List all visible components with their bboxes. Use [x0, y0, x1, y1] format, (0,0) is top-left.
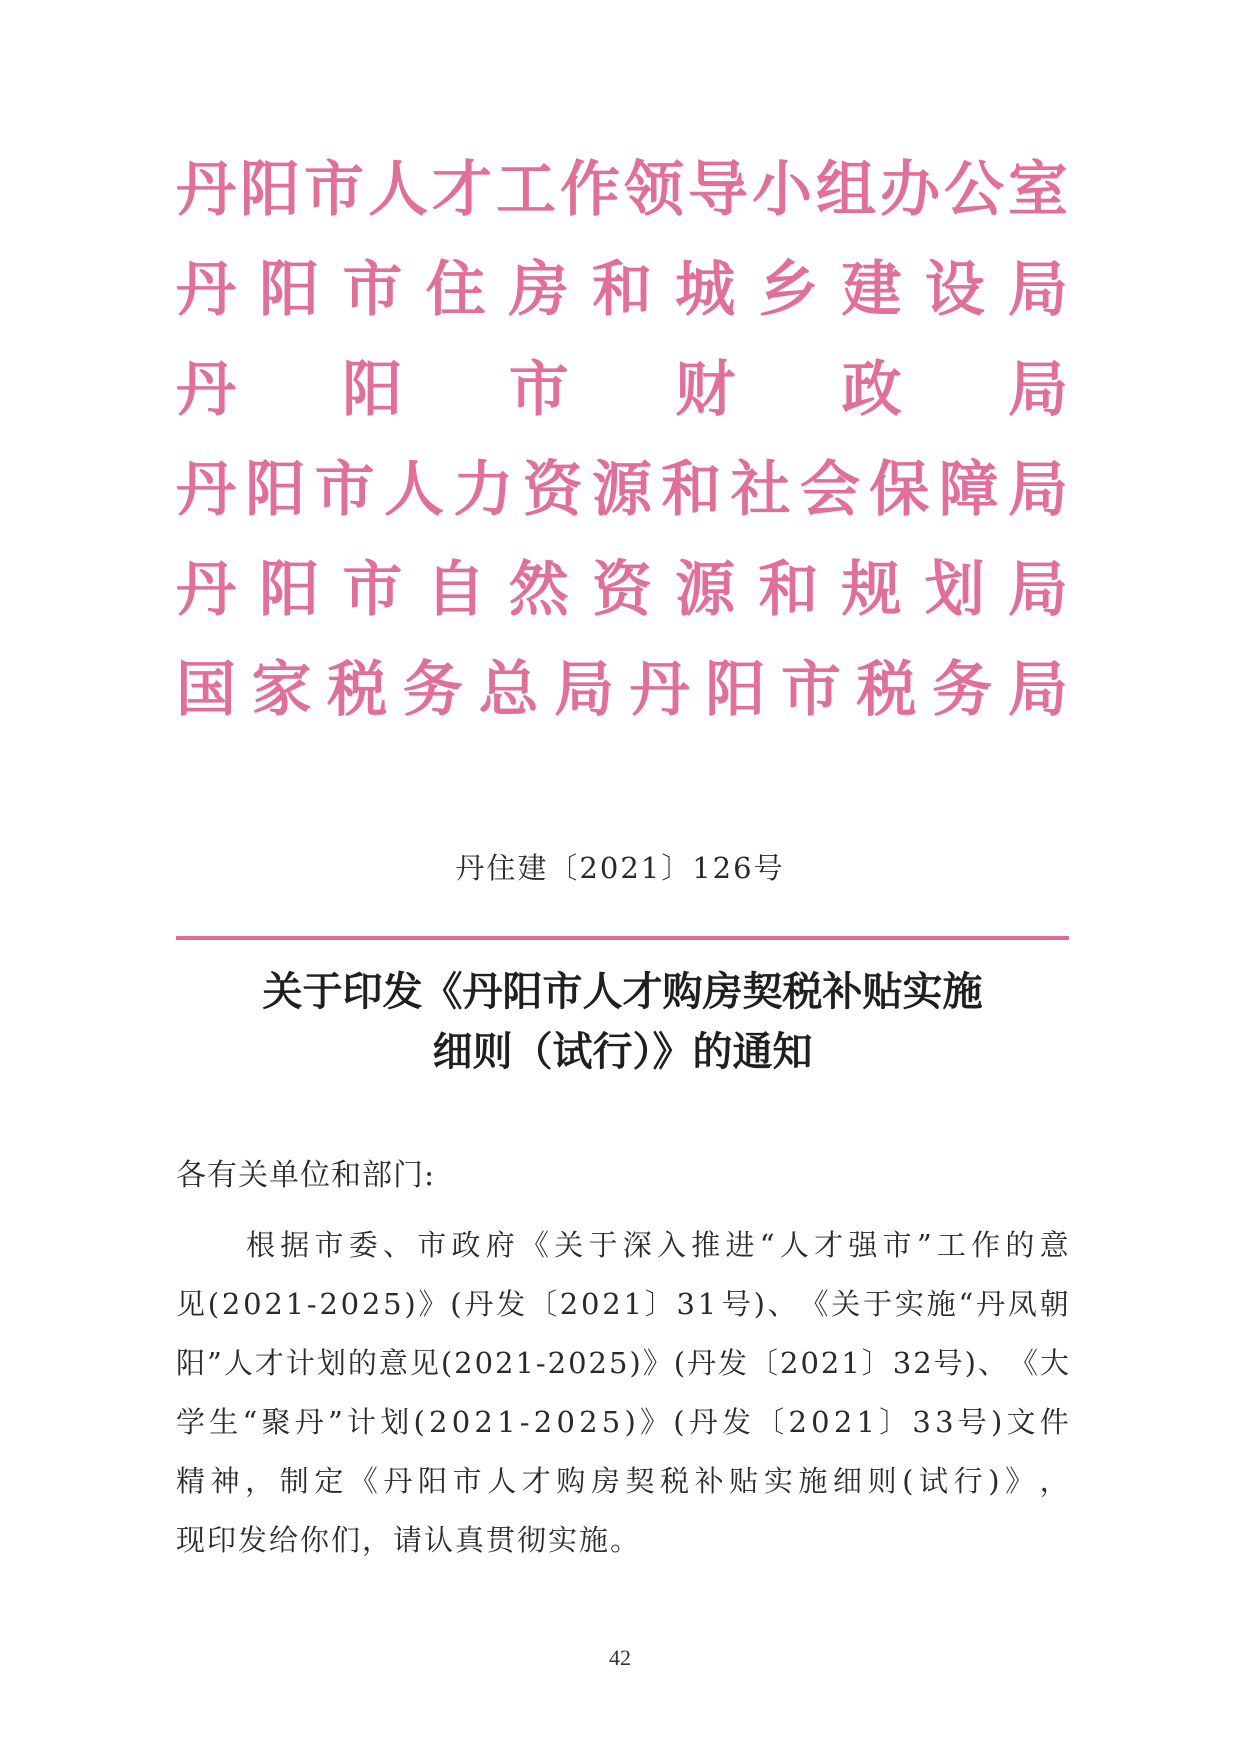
body-char: 意	[378, 1346, 408, 1380]
org-char: 阳	[259, 255, 320, 325]
body-char: 的	[1005, 1228, 1035, 1262]
body-char: 1	[285, 1287, 305, 1321]
title-line-1: 关于印发《丹阳市人才购房契税补贴实施	[262, 969, 983, 1015]
org-char: 市	[342, 255, 403, 325]
body-char: )	[988, 1464, 1000, 1498]
body-char: 2	[602, 1287, 621, 1321]
body-char: 0	[581, 1287, 600, 1321]
body-char: 制	[279, 1464, 309, 1498]
org-char: 税	[327, 655, 388, 725]
body-char: 2	[588, 1346, 607, 1380]
body-char: 试	[919, 1464, 949, 1498]
body-char: 入	[657, 1228, 687, 1262]
org-line	[176, 540, 1068, 640]
body-char: 学	[176, 1405, 206, 1439]
body-char: ”	[327, 1405, 343, 1439]
body-char: 2	[559, 1287, 579, 1321]
body-line: 现印发给你们，请认真贯彻实施。	[176, 1523, 642, 1557]
org-char: 人	[368, 155, 428, 225]
body-char: 3	[676, 1287, 695, 1321]
body-char: 3	[892, 1346, 912, 1380]
body-char: 实	[763, 1464, 793, 1498]
body-char: 2	[429, 1405, 448, 1439]
org-char: 总	[478, 655, 539, 725]
body-char: 2	[533, 1405, 553, 1439]
body-char: 人	[779, 1228, 809, 1262]
body-char: 发	[722, 1405, 752, 1439]
body-line	[176, 1334, 1069, 1393]
body-char: 丹	[294, 1405, 324, 1439]
body-char: 细	[832, 1464, 862, 1498]
org-char: 务	[402, 655, 463, 725]
body-char: 丹	[383, 1464, 413, 1498]
org-char: 阳	[240, 155, 300, 225]
body-char: 5	[601, 1405, 621, 1439]
body-char: )	[964, 1346, 976, 1380]
body-char: )	[990, 1405, 1003, 1439]
body-char: 丹	[687, 1346, 717, 1380]
body-char: 文	[1006, 1405, 1036, 1439]
org-char: 局	[554, 655, 615, 725]
document-number: 丹住建〔2021〕126号	[455, 851, 785, 885]
org-char: 局	[1007, 355, 1068, 425]
org-char: 阳	[342, 355, 403, 425]
body-char: 市	[452, 1464, 482, 1498]
page-number: 42	[609, 1645, 631, 1670]
body-char: 〔	[749, 1346, 779, 1380]
org-char: 丹	[176, 155, 236, 225]
body-char: 行	[953, 1464, 983, 1498]
body-char: 丹	[464, 1287, 494, 1321]
body-char: 》	[642, 1346, 672, 1380]
body-char: 强	[848, 1228, 878, 1262]
document-title	[176, 962, 1069, 1082]
body-char: (	[413, 1405, 425, 1439]
body-char: 2	[474, 1405, 493, 1439]
body-char: 阳	[176, 1346, 206, 1380]
body-char: 据	[280, 1228, 310, 1262]
body-char: 、	[977, 1346, 1007, 1380]
body-char: 实	[894, 1287, 924, 1321]
org-char: 市	[508, 355, 569, 425]
body-char: 0	[243, 1287, 262, 1321]
body-char: 划	[380, 1405, 410, 1439]
body-char: ”	[207, 1346, 222, 1380]
body-char: 作	[971, 1228, 1001, 1262]
body-char: 才	[814, 1228, 844, 1262]
body-char: 2	[319, 1287, 338, 1321]
org-line	[176, 240, 1068, 340]
body-char: 0	[340, 1287, 360, 1321]
body-char: (	[207, 1287, 220, 1321]
body-char: 0	[474, 1346, 494, 1380]
org-char: 设	[924, 255, 985, 325]
body-char: 根	[246, 1228, 276, 1262]
body-char: 意	[1039, 1228, 1069, 1262]
title-line-2: 细则（试行）》的通知	[432, 1029, 813, 1075]
body-char: 2	[547, 1346, 567, 1380]
org-char: 务	[932, 655, 993, 725]
org-line	[176, 640, 1068, 740]
body-char: 划	[316, 1346, 346, 1380]
body-char: ”	[916, 1228, 932, 1262]
org-char: 划	[924, 555, 985, 625]
body-char: 施	[926, 1287, 956, 1321]
org-char: 丹	[176, 255, 236, 325]
body-char: 工	[936, 1228, 966, 1262]
body-char: 市	[882, 1228, 912, 1262]
org-char: 乡	[758, 255, 819, 325]
body-paragraph	[176, 1216, 1069, 1570]
org-char: 作	[560, 155, 620, 225]
body-char: 进	[725, 1228, 755, 1262]
org-char: 丹	[176, 555, 236, 625]
body-char: 2	[788, 1405, 807, 1439]
org-char: 资	[522, 455, 583, 525]
body-char: “	[958, 1287, 974, 1321]
org-char: 丹	[629, 655, 690, 725]
body-char: 2	[495, 1346, 514, 1380]
org-char: 税	[856, 655, 917, 725]
body-char: (	[673, 1346, 686, 1380]
org-char: 保	[869, 455, 930, 525]
body-char: 《	[799, 1287, 829, 1321]
org-char: 公	[944, 155, 1004, 225]
body-char: 2	[361, 1287, 381, 1321]
body-char: 0	[556, 1405, 575, 1439]
body-char: 的	[347, 1346, 377, 1380]
red-divider	[176, 936, 1069, 940]
body-char: 朝	[1039, 1287, 1069, 1321]
org-char: 局	[1007, 555, 1068, 625]
body-char: ，	[245, 1464, 275, 1498]
org-char: 然	[508, 555, 569, 625]
body-char: 丹	[976, 1287, 1006, 1321]
body-char: 施	[798, 1464, 828, 1498]
body-char: 神	[210, 1464, 240, 1498]
body-char: 发	[718, 1346, 748, 1380]
body-char: 聚	[261, 1405, 291, 1439]
body-char: 市	[417, 1228, 447, 1262]
body-char: 2	[780, 1346, 799, 1380]
body-char: 发	[496, 1287, 526, 1321]
body-char: 号	[933, 1346, 963, 1380]
body-char: )	[629, 1346, 641, 1380]
org-char: 城	[675, 255, 736, 325]
body-char: 精	[176, 1464, 206, 1498]
body-char: 2	[913, 1346, 932, 1380]
body-char: 号	[957, 1405, 987, 1439]
org-char: 局	[1007, 655, 1068, 725]
org-char: 阳	[259, 555, 320, 625]
org-line	[176, 340, 1068, 440]
body-char: 》	[640, 1405, 670, 1439]
body-char: 生	[209, 1405, 239, 1439]
org-char: 导	[688, 155, 748, 225]
body-char: (	[673, 1405, 685, 1439]
body-char: 1	[841, 1346, 860, 1380]
org-char: 国	[176, 655, 236, 725]
org-char: 社	[730, 455, 791, 525]
org-char: 丹	[176, 355, 236, 425]
org-char: 力	[453, 455, 514, 525]
body-char: 1	[697, 1287, 717, 1321]
org-char: 障	[938, 455, 999, 525]
body-char: 人	[223, 1346, 253, 1380]
body-char: 委	[348, 1228, 378, 1262]
org-char: 规	[841, 555, 902, 625]
org-char: 财	[675, 355, 736, 425]
body-char: 〔	[755, 1405, 785, 1439]
body-char: 凤	[1007, 1287, 1037, 1321]
body-char: 0	[568, 1346, 587, 1380]
body-char: 见	[176, 1287, 206, 1321]
org-char: 自	[425, 555, 486, 625]
body-char: 〕	[879, 1405, 909, 1439]
org-char: 领	[624, 155, 684, 225]
org-char: 市	[304, 155, 364, 225]
body-char: 2	[454, 1346, 473, 1380]
org-char: 市	[342, 555, 403, 625]
org-char: 源	[591, 455, 652, 525]
body-char: “	[759, 1228, 775, 1262]
body-char: 丹	[688, 1405, 718, 1439]
body-char: )	[404, 1287, 416, 1321]
body-char: 〕	[644, 1287, 674, 1321]
body-char: 《	[520, 1228, 550, 1262]
body-char: “	[242, 1405, 258, 1439]
body-char: 1	[856, 1405, 875, 1439]
body-char: 《	[348, 1464, 378, 1498]
body-char: 人	[487, 1464, 517, 1498]
body-char: 于	[588, 1228, 618, 1262]
body-char: -	[535, 1346, 546, 1380]
body-char: 2	[264, 1287, 283, 1321]
body-char: 1	[515, 1346, 534, 1380]
body-line	[176, 1216, 1069, 1275]
org-char: 政	[841, 355, 902, 425]
body-char: 则	[867, 1464, 897, 1498]
body-char: 、	[767, 1287, 797, 1321]
org-char: 局	[1007, 255, 1068, 325]
body-char: 5	[608, 1346, 628, 1380]
body-char: )	[624, 1405, 636, 1439]
org-char: 资	[591, 555, 652, 625]
body-char: 政	[451, 1228, 481, 1262]
body-char: 》	[418, 1287, 448, 1321]
body-char: 0	[800, 1346, 819, 1380]
body-char: 于	[863, 1287, 893, 1321]
body-char: 见	[409, 1346, 439, 1380]
body-char: -	[306, 1287, 317, 1321]
body-char: (	[440, 1346, 453, 1380]
body-char: 0	[451, 1405, 471, 1439]
org-char: 住	[425, 255, 486, 325]
org-char: 建	[841, 255, 902, 325]
org-char: 丹	[176, 455, 236, 525]
body-char: 府	[485, 1228, 515, 1262]
body-char: 深	[622, 1228, 652, 1262]
org-line	[176, 440, 1068, 540]
org-char: 办	[880, 155, 940, 225]
body-char: (	[450, 1287, 462, 1321]
org-char: 家	[251, 655, 312, 725]
body-char: 市	[314, 1228, 344, 1262]
org-char: 和	[661, 455, 722, 525]
body-char: 税	[660, 1464, 690, 1498]
body-char: 3	[912, 1405, 931, 1439]
org-char: 会	[799, 455, 860, 525]
body-char: 1	[497, 1405, 516, 1439]
body-char: 件	[1039, 1405, 1069, 1439]
org-line	[176, 140, 1068, 240]
org-char: 和	[758, 555, 819, 625]
org-char: 局	[1007, 455, 1068, 525]
body-line	[176, 1275, 1069, 1334]
salutation: 各有关单位和部门:	[176, 1158, 436, 1193]
body-char: 1	[623, 1287, 642, 1321]
org-char: 阳	[705, 655, 766, 725]
body-char: 补	[694, 1464, 724, 1498]
body-char: 计	[347, 1405, 377, 1439]
body-char: 3	[935, 1405, 954, 1439]
body-char: (	[902, 1464, 914, 1498]
org-char: 组	[816, 155, 876, 225]
body-char: 2	[820, 1346, 840, 1380]
org-char: 阳	[245, 455, 306, 525]
org-char: 源	[675, 555, 736, 625]
body-char: 》	[1005, 1464, 1035, 1498]
body-char: 2	[221, 1287, 241, 1321]
body-char: 房	[590, 1464, 620, 1498]
org-char: 小	[752, 155, 812, 225]
body-char: 契	[625, 1464, 655, 1498]
body-char: 购	[556, 1464, 586, 1498]
org-char: 室	[1008, 155, 1068, 225]
org-char: 人	[383, 455, 444, 525]
body-char: 大	[1039, 1346, 1069, 1380]
body-char: -	[519, 1405, 530, 1439]
body-char: ，	[1039, 1464, 1069, 1498]
body-char: 《	[1008, 1346, 1038, 1380]
body-char: 贴	[729, 1464, 759, 1498]
body-char: 、	[383, 1228, 413, 1262]
body-line	[176, 1393, 1069, 1452]
body-char: 关	[831, 1287, 861, 1321]
body-char: 0	[811, 1405, 830, 1439]
body-char: 计	[285, 1346, 315, 1380]
org-char: 市	[314, 455, 375, 525]
body-char: 关	[554, 1228, 584, 1262]
body-char: )	[753, 1287, 765, 1321]
body-char: 〕	[861, 1346, 891, 1380]
org-char: 市	[781, 655, 841, 725]
body-char: 阳	[418, 1464, 448, 1498]
body-line	[176, 1452, 1069, 1511]
body-char: 号	[721, 1287, 751, 1321]
issuing-organizations	[176, 140, 1068, 740]
org-char: 工	[496, 155, 556, 225]
body-char: 推	[691, 1228, 721, 1262]
org-char: 和	[591, 255, 652, 325]
body-char: 才	[254, 1346, 284, 1380]
body-char: 5	[383, 1287, 402, 1321]
body-char: 〔	[527, 1287, 557, 1321]
body-char: 2	[579, 1405, 598, 1439]
body-char: 定	[314, 1464, 344, 1498]
body-char: 才	[521, 1464, 551, 1498]
body-char: 2	[833, 1405, 853, 1439]
org-char: 房	[508, 255, 569, 325]
org-char: 才	[432, 155, 492, 225]
